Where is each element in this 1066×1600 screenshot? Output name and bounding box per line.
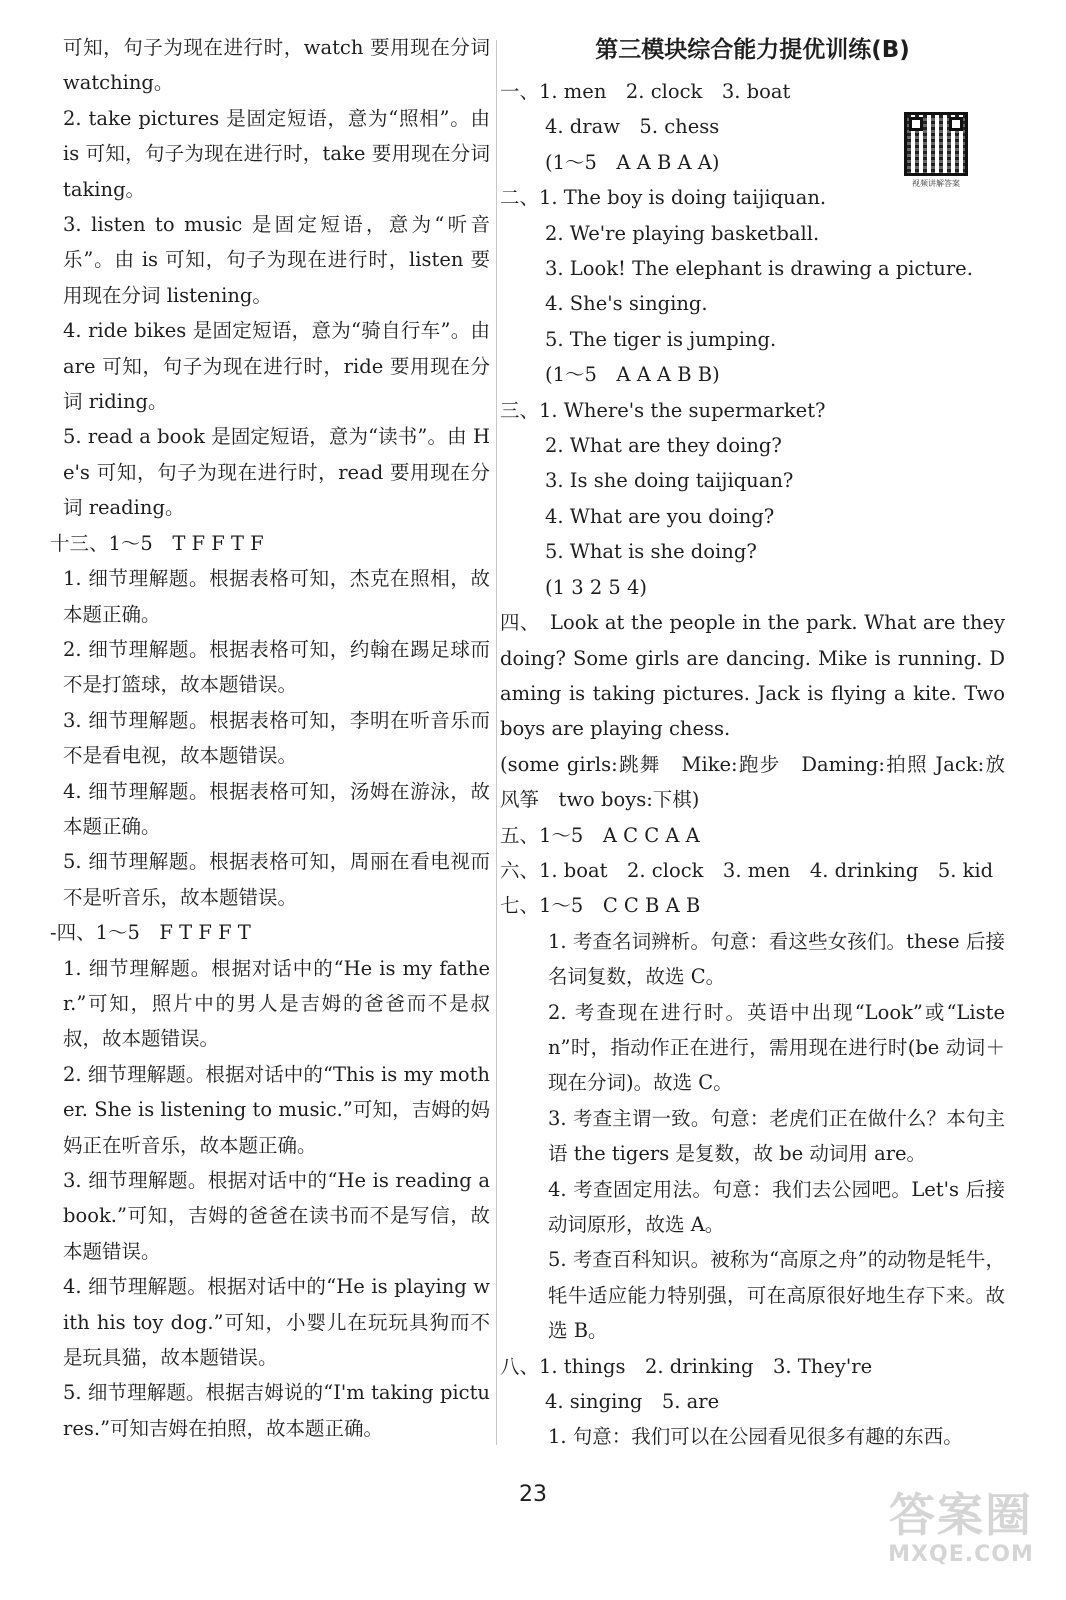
right-paragraph: 4. draw 5. chess <box>545 115 720 139</box>
left-paragraph: 3. 细节理解题。根据表格可知，李明在听音乐而不是看电视，故本题错误。 <box>63 708 490 768</box>
right-paragraph: 3. Is she doing taijiquan? <box>545 469 794 493</box>
right-paragraph: (1～5 A A B A A) <box>545 150 720 174</box>
qr-code-icon <box>904 112 968 176</box>
right-paragraph: 4. What are you doing? <box>545 504 775 528</box>
right-paragraph: 一、1. men 2. clock 3. boat <box>500 80 791 103</box>
right-paragraph: 5. What is she doing? <box>545 540 757 564</box>
left-paragraph: 4. 细节理解题。根据表格可知，汤姆在游泳，故本题正确。 <box>63 779 490 838</box>
right-paragraph: 5. 考查百科知识。被称为“高原之舟”的动物是牦牛，牦牛适应能力特别强，可在高原很好地生存下来。故选 B。 <box>548 1248 1005 1343</box>
right-paragraph: (1～5 A A A B B) <box>545 363 720 387</box>
right-paragraph: 4. singing 5. are <box>545 1390 720 1414</box>
right-paragraph: 六、1. boat 2. clock 3. men 4. drinking 5. kid <box>500 858 994 882</box>
right-paragraph: 四、 Look at the people in the park. What are they doing? Some girls are dancing. Mike is running. Daming is taking pictures. Jack is flying a kite. Two boys are playing chess. <box>500 611 1005 741</box>
left-paragraph: 十三、1～5 T F F T F <box>50 531 264 555</box>
right-column-body <box>500 74 1005 1455</box>
left-paragraph: -四、1～5 F T F F T <box>50 921 251 945</box>
left-column <box>50 30 490 1446</box>
right-paragraph: 五、1～5 A C C A A <box>500 823 700 847</box>
right-paragraph: 1. 句意：我们可以在公园看见很多有趣的东西。 <box>548 1425 963 1449</box>
left-paragraph: 5. 细节理解题。根据表格可知，周丽在看电视而不是听音乐，故本题错误。 <box>63 850 490 909</box>
watermark-url: MXQE.COM <box>888 1542 1034 1567</box>
watermark-logo-text: 答案圈 <box>889 1488 1033 1542</box>
right-paragraph: 三、1. Where's the supermarket? <box>500 398 826 422</box>
right-column <box>500 30 1005 1455</box>
right-paragraph: 4. 考查固定用法。句意：我们去公园吧。Let's 后接动词原形，故选 A。 <box>548 1177 1005 1236</box>
left-paragraph: 2. 细节理解题。根据对话中的“This is my mother. She is listening to music.”可知，吉姆的妈妈正在听音乐，故本题正确。 <box>63 1062 490 1157</box>
left-paragraph: 3. listen to music 是固定短语，意为“听音乐”。由 is 可知，句子为现在进行时，listen 要用现在分词 listening。 <box>63 213 490 307</box>
left-paragraph: 2. take pictures 是固定短语，意为“照相”。由 is 可知，句子为现在进行时，take 要用现在分词 taking。 <box>63 106 490 201</box>
left-paragraph: 可知，句子为现在进行时，watch 要用现在分词 watching。 <box>63 36 490 95</box>
left-paragraph: 5. read a book 是固定短语，意为“读书”。由 He's 可知，句子为现在进行时，read 要用现在分词 reading。 <box>63 425 490 520</box>
left-paragraph: 5. 细节理解题。根据吉姆说的“I'm taking pictures.”可知吉姆在拍照，故本题正确。 <box>63 1381 490 1440</box>
page-number: 23 <box>519 1482 547 1507</box>
section-title: 第三模块综合能力提优训练(B) <box>595 37 910 63</box>
right-paragraph: (1 3 2 5 4) <box>545 575 648 599</box>
right-paragraph: 2. 考查现在进行时。英语中出现“Look”或“Listen”时，指动作正在进行，需用现在进行时(be 动词＋现在分词)。故选 C。 <box>548 1000 1005 1095</box>
right-paragraph: 七、1～5 C C B A B <box>500 894 701 918</box>
qr-caption: 视频讲解答案 <box>912 179 960 188</box>
right-paragraph: (some girls:跳舞 Mike:跑步 Daming:拍照 Jack:放风筝 two boys:下棋) <box>500 752 1005 812</box>
left-paragraph: 2. 细节理解题。根据表格可知，约翰在踢足球而不是打篮球，故本题错误。 <box>63 637 490 697</box>
right-paragraph: 2. What are they doing? <box>545 434 782 458</box>
right-paragraph: 3. 考查主谓一致。句意：老虎们正在做什么？本句主语 the tigers 是复数，故 be 动词用 are。 <box>548 1106 1005 1166</box>
left-paragraph: 3. 细节理解题。根据对话中的“He is reading a book.”可知，吉姆的爸爸在读书而不是写信，故本题错误。 <box>63 1169 490 1263</box>
left-paragraph: 4. ride bikes 是固定短语，意为“骑自行车”。由 are 可知，句子为现在进行时，ride 要用现在分词 riding。 <box>63 319 490 414</box>
column-divider <box>496 40 497 1445</box>
right-paragraph: 3. Look! The elephant is drawing a picture. <box>545 257 973 281</box>
watermark-logo <box>876 1488 1046 1588</box>
right-paragraph: 二、1. The boy is doing taijiquan. <box>500 186 827 210</box>
right-paragraph: 八、1. things 2. drinking 3. They're <box>500 1354 873 1378</box>
qr-code[interactable] <box>898 112 974 200</box>
left-paragraph: 1. 细节理解题。根据对话中的“He is my father.”可知，照片中的男人是吉姆的爸爸而不是叔叔，故本题错误。 <box>63 956 490 1051</box>
right-paragraph: 5. The tiger is jumping. <box>545 327 777 351</box>
right-paragraph: 2. We're playing basketball. <box>545 221 820 245</box>
left-paragraph: 4. 细节理解题。根据对话中的“He is playing with his toy dog.”可知，小婴儿在玩玩具狗而不是玩具猫，故本题错误。 <box>63 1275 490 1370</box>
right-paragraph: 1. 考查名词辨析。句意：看这些女孩们。these 后接名词复数，故选 C。 <box>548 929 1005 989</box>
left-paragraph: 1. 细节理解题。根据表格可知，杰克在照相，故本题正确。 <box>63 567 490 626</box>
right-paragraph: 4. She's singing. <box>545 292 708 316</box>
